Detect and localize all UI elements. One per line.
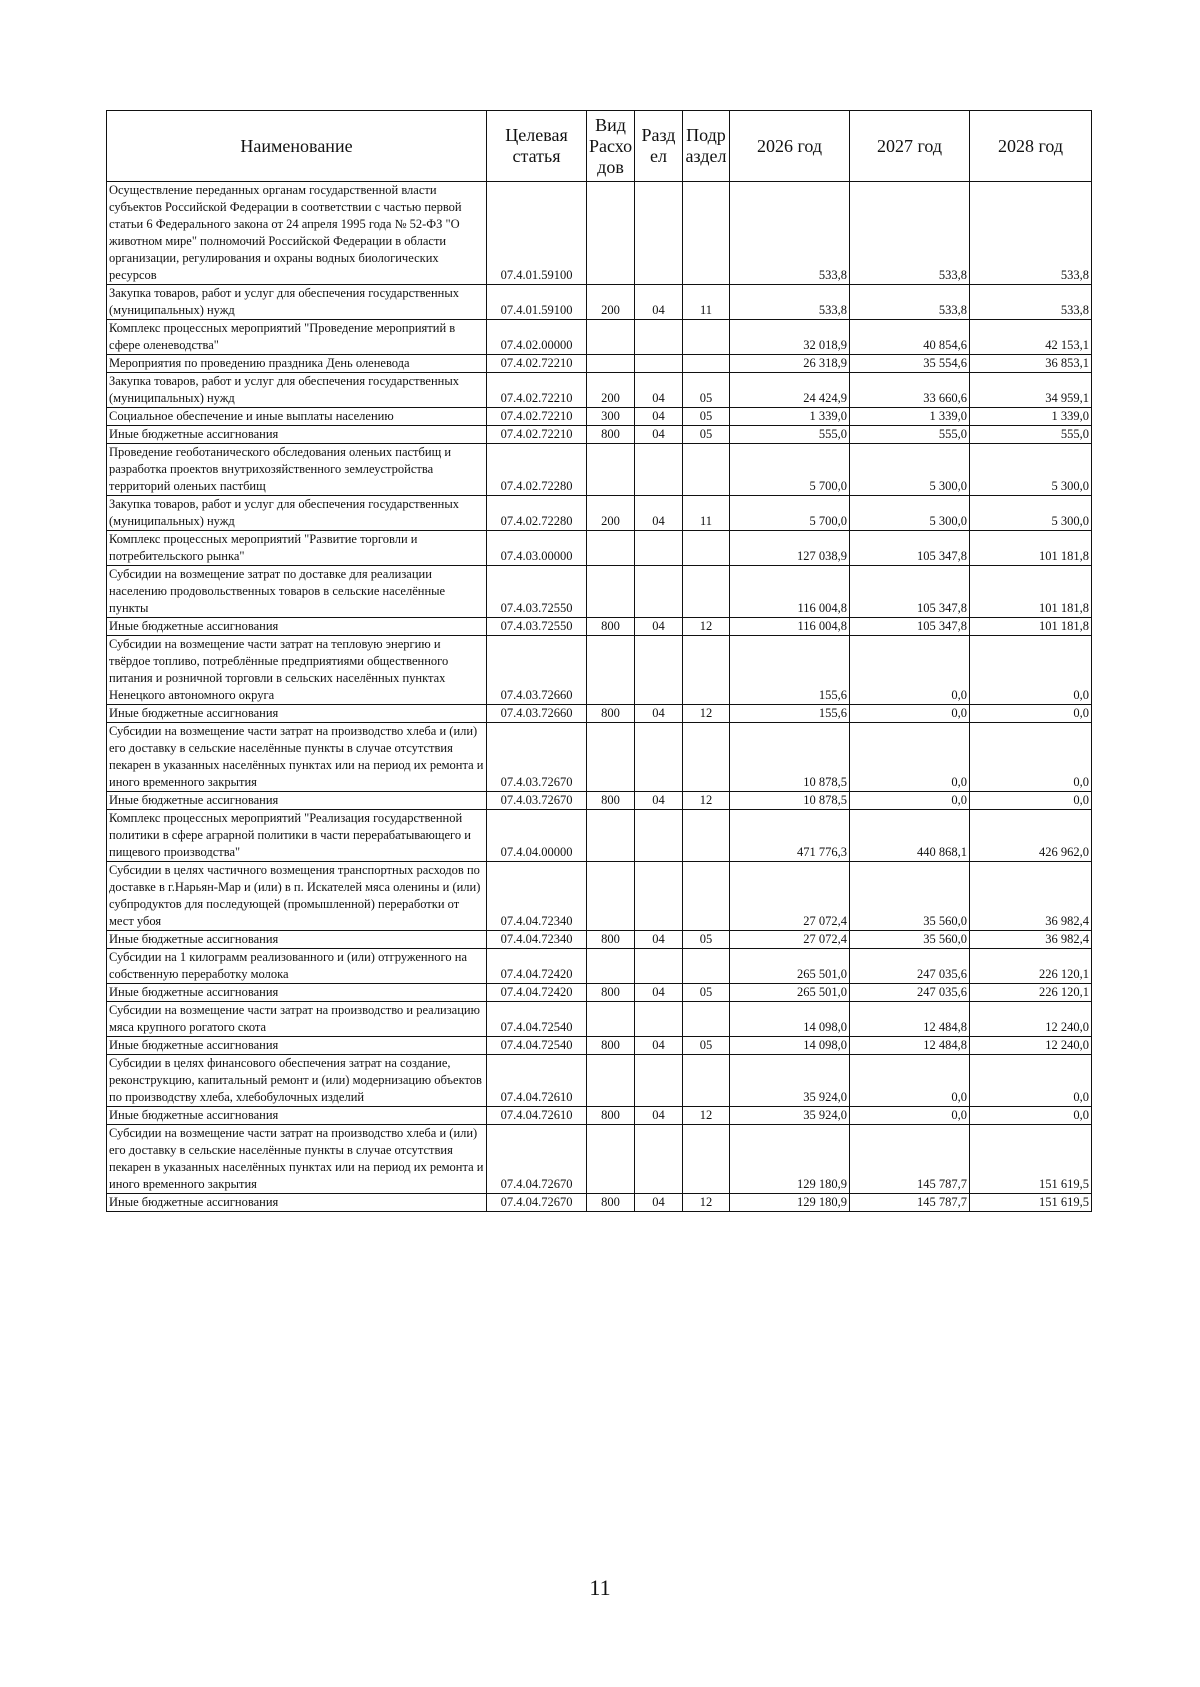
row-value-2028: 151 619,5	[970, 1194, 1092, 1212]
row-expense-type: 200	[587, 285, 635, 320]
table-header-row	[107, 111, 1092, 182]
row-subsection	[683, 182, 730, 285]
row-value-2028: 226 120,1	[970, 949, 1092, 984]
row-section: 04	[635, 496, 683, 531]
row-expense-type	[587, 355, 635, 373]
row-target-article: 07.4.02.72280	[487, 496, 587, 531]
row-name: Иные бюджетные ассигнования	[107, 792, 487, 810]
row-value-2026: 24 424,9	[730, 373, 850, 408]
row-value-2026: 10 878,5	[730, 723, 850, 792]
row-target-article: 07.4.02.72210	[487, 373, 587, 408]
table-row	[107, 984, 1092, 1002]
row-target-article: 07.4.04.00000	[487, 810, 587, 862]
row-target-article: 07.4.03.72550	[487, 618, 587, 636]
row-subsection	[683, 1055, 730, 1107]
table-row	[107, 1037, 1092, 1055]
table-row	[107, 355, 1092, 373]
row-value-2028: 36 982,4	[970, 862, 1092, 931]
row-value-2028: 555,0	[970, 426, 1092, 444]
row-value-2027: 1 339,0	[850, 408, 970, 426]
row-value-2026: 533,8	[730, 182, 850, 285]
row-section	[635, 1002, 683, 1037]
row-section	[635, 723, 683, 792]
row-value-2028: 0,0	[970, 636, 1092, 705]
row-target-article: 07.4.04.72540	[487, 1002, 587, 1037]
row-value-2028: 0,0	[970, 792, 1092, 810]
row-name: Закупка товаров, работ и услуг для обеспечения государственных (муниципальных) нужд	[107, 496, 487, 531]
header-name: Наименование	[107, 111, 487, 182]
row-value-2027: 0,0	[850, 636, 970, 705]
table-row	[107, 496, 1092, 531]
row-value-2027: 0,0	[850, 792, 970, 810]
row-value-2027: 247 035,6	[850, 949, 970, 984]
page-number: 11	[589, 1575, 611, 1600]
row-name: Комплекс процессных мероприятий "Проведение мероприятий в сфере оленеводства"	[107, 320, 487, 355]
row-value-2028: 34 959,1	[970, 373, 1092, 408]
row-value-2028: 0,0	[970, 705, 1092, 723]
row-name: Субсидии на возмещение затрат по доставке для реализации населению продовольственных товаров в сельские населённые пункты	[107, 566, 487, 618]
row-target-article: 07.4.04.72540	[487, 1037, 587, 1055]
row-value-2026: 26 318,9	[730, 355, 850, 373]
table-row	[107, 444, 1092, 496]
row-name: Иные бюджетные ассигнования	[107, 426, 487, 444]
row-name: Субсидии на возмещение части затрат на производство и реализацию мяса крупного рогатого скота	[107, 1002, 487, 1037]
row-subsection: 12	[683, 1107, 730, 1125]
row-section	[635, 531, 683, 566]
row-subsection	[683, 636, 730, 705]
row-subsection: 05	[683, 1037, 730, 1055]
row-name: Проведение геоботанического обследования оленьих пастбищ и разработка проектов внутрихозяйственного землеустройства территорий оленьих пастбищ	[107, 444, 487, 496]
row-name: Субсидии на 1 килограмм реализованного и (или) отгруженного на собственную переработку молока	[107, 949, 487, 984]
row-subsection: 12	[683, 705, 730, 723]
row-subsection	[683, 531, 730, 566]
row-expense-type	[587, 1002, 635, 1037]
row-value-2028: 36 853,1	[970, 355, 1092, 373]
row-target-article: 07.4.03.72550	[487, 566, 587, 618]
row-value-2028: 533,8	[970, 285, 1092, 320]
row-section: 04	[635, 408, 683, 426]
row-name: Мероприятия по проведению праздника День оленевода	[107, 355, 487, 373]
row-target-article: 07.4.04.72340	[487, 931, 587, 949]
row-section	[635, 810, 683, 862]
row-section	[635, 862, 683, 931]
row-section	[635, 949, 683, 984]
row-name: Субсидии в целях финансового обеспечения затрат на создание, реконструкцию, капитальный ремонт и (или) модернизацию объектов по производству хлеба, хлебобулочных изделий	[107, 1055, 487, 1107]
row-subsection: 05	[683, 373, 730, 408]
row-subsection: 11	[683, 496, 730, 531]
row-value-2027: 105 347,8	[850, 618, 970, 636]
header-subsection: Подр аздел	[683, 111, 730, 182]
row-expense-type: 800	[587, 792, 635, 810]
row-subsection	[683, 1125, 730, 1194]
table-row	[107, 320, 1092, 355]
row-expense-type	[587, 862, 635, 931]
row-expense-type	[587, 531, 635, 566]
row-target-article: 07.4.02.72210	[487, 426, 587, 444]
row-subsection	[683, 320, 730, 355]
row-value-2027: 35 560,0	[850, 931, 970, 949]
row-section	[635, 182, 683, 285]
table-row	[107, 408, 1092, 426]
row-value-2026: 35 924,0	[730, 1107, 850, 1125]
table-row	[107, 531, 1092, 566]
row-value-2028: 151 619,5	[970, 1125, 1092, 1194]
table-row	[107, 566, 1092, 618]
row-value-2027: 35 560,0	[850, 862, 970, 931]
row-value-2027: 105 347,8	[850, 531, 970, 566]
row-section: 04	[635, 1194, 683, 1212]
header-expense-type: Вид Расхо дов	[587, 111, 635, 182]
table-row	[107, 1194, 1092, 1212]
row-value-2027: 5 300,0	[850, 496, 970, 531]
row-name: Субсидии на возмещение части затрат на производство хлеба и (или) его доставку в сельские населённые пункты в случае отсутствия пекарен в указанных населённых пунктах или на период их ремонта и иного временного закрытия	[107, 1125, 487, 1194]
row-name: Закупка товаров, работ и услуг для обеспечения государственных (муниципальных) нужд	[107, 285, 487, 320]
row-subsection: 05	[683, 408, 730, 426]
row-subsection	[683, 566, 730, 618]
row-subsection: 12	[683, 618, 730, 636]
row-value-2028: 226 120,1	[970, 984, 1092, 1002]
row-target-article: 07.4.04.72420	[487, 949, 587, 984]
row-target-article: 07.4.02.00000	[487, 320, 587, 355]
row-name: Закупка товаров, работ и услуг для обеспечения государственных (муниципальных) нужд	[107, 373, 487, 408]
row-target-article: 07.4.02.72210	[487, 408, 587, 426]
row-section: 04	[635, 426, 683, 444]
row-value-2028: 36 982,4	[970, 931, 1092, 949]
table-row	[107, 426, 1092, 444]
row-section: 04	[635, 705, 683, 723]
row-target-article: 07.4.02.72210	[487, 355, 587, 373]
row-value-2026: 265 501,0	[730, 984, 850, 1002]
row-expense-type	[587, 182, 635, 285]
row-value-2026: 1 339,0	[730, 408, 850, 426]
row-value-2027: 0,0	[850, 723, 970, 792]
row-section	[635, 1125, 683, 1194]
row-expense-type	[587, 723, 635, 792]
row-target-article: 07.4.03.72670	[487, 792, 587, 810]
row-target-article: 07.4.04.72420	[487, 984, 587, 1002]
table-row	[107, 1002, 1092, 1037]
table-row	[107, 705, 1092, 723]
table-row	[107, 949, 1092, 984]
table-row	[107, 182, 1092, 285]
row-subsection	[683, 723, 730, 792]
row-name: Иные бюджетные ассигнования	[107, 618, 487, 636]
row-subsection	[683, 355, 730, 373]
row-subsection: 05	[683, 984, 730, 1002]
row-subsection: 11	[683, 285, 730, 320]
row-value-2028: 12 240,0	[970, 1002, 1092, 1037]
row-subsection	[683, 1002, 730, 1037]
table-row	[107, 792, 1092, 810]
row-value-2028: 101 181,8	[970, 566, 1092, 618]
row-subsection: 12	[683, 1194, 730, 1212]
row-target-article: 07.4.01.59100	[487, 285, 587, 320]
row-value-2027: 247 035,6	[850, 984, 970, 1002]
row-expense-type: 800	[587, 705, 635, 723]
row-value-2027: 12 484,8	[850, 1002, 970, 1037]
row-expense-type: 200	[587, 373, 635, 408]
row-target-article: 07.4.04.72670	[487, 1125, 587, 1194]
budget-table	[106, 110, 1092, 1212]
row-value-2026: 129 180,9	[730, 1194, 850, 1212]
table-row	[107, 618, 1092, 636]
header-section: Разд ел	[635, 111, 683, 182]
row-value-2027: 35 554,6	[850, 355, 970, 373]
row-target-article: 07.4.04.72610	[487, 1055, 587, 1107]
row-subsection	[683, 862, 730, 931]
row-name: Иные бюджетные ассигнования	[107, 931, 487, 949]
header-2028: 2028 год	[970, 111, 1092, 182]
row-value-2026: 265 501,0	[730, 949, 850, 984]
row-value-2028: 101 181,8	[970, 618, 1092, 636]
row-value-2027: 440 868,1	[850, 810, 970, 862]
row-value-2027: 0,0	[850, 705, 970, 723]
row-value-2026: 35 924,0	[730, 1055, 850, 1107]
row-section: 04	[635, 931, 683, 949]
row-value-2026: 555,0	[730, 426, 850, 444]
row-subsection: 12	[683, 792, 730, 810]
row-value-2026: 32 018,9	[730, 320, 850, 355]
row-target-article: 07.4.04.72610	[487, 1107, 587, 1125]
row-expense-type	[587, 320, 635, 355]
row-name: Иные бюджетные ассигнования	[107, 1107, 487, 1125]
row-value-2026: 533,8	[730, 285, 850, 320]
row-value-2028: 0,0	[970, 1055, 1092, 1107]
row-value-2027: 0,0	[850, 1107, 970, 1125]
row-value-2026: 155,6	[730, 705, 850, 723]
table-row	[107, 931, 1092, 949]
row-value-2027: 12 484,8	[850, 1037, 970, 1055]
row-value-2026: 471 776,3	[730, 810, 850, 862]
row-value-2026: 27 072,4	[730, 931, 850, 949]
table-row	[107, 862, 1092, 931]
row-value-2026: 10 878,5	[730, 792, 850, 810]
row-value-2026: 116 004,8	[730, 566, 850, 618]
row-value-2028: 426 962,0	[970, 810, 1092, 862]
row-section	[635, 355, 683, 373]
table-row	[107, 1107, 1092, 1125]
row-value-2027: 40 854,6	[850, 320, 970, 355]
table-row	[107, 1055, 1092, 1107]
row-expense-type: 800	[587, 1107, 635, 1125]
row-name: Комплекс процессных мероприятий "Развитие торговли и потребительского рынка"	[107, 531, 487, 566]
row-subsection: 05	[683, 931, 730, 949]
row-target-article: 07.4.04.72340	[487, 862, 587, 931]
row-section: 04	[635, 1037, 683, 1055]
row-value-2028: 101 181,8	[970, 531, 1092, 566]
row-value-2028: 42 153,1	[970, 320, 1092, 355]
row-section: 04	[635, 618, 683, 636]
row-value-2028: 5 300,0	[970, 444, 1092, 496]
row-name: Комплекс процессных мероприятий "Реализация государственной политики в сфере аграрной политики в части перерабатывающего и пищевого производства"	[107, 810, 487, 862]
row-value-2027: 33 660,6	[850, 373, 970, 408]
row-expense-type	[587, 444, 635, 496]
row-value-2027: 145 787,7	[850, 1125, 970, 1194]
row-target-article: 07.4.04.72670	[487, 1194, 587, 1212]
table-row	[107, 723, 1092, 792]
row-value-2026: 129 180,9	[730, 1125, 850, 1194]
header-target-article: Целевая статья	[487, 111, 587, 182]
row-target-article: 07.4.03.72660	[487, 705, 587, 723]
row-value-2026: 116 004,8	[730, 618, 850, 636]
row-subsection	[683, 949, 730, 984]
row-section	[635, 636, 683, 705]
row-value-2026: 27 072,4	[730, 862, 850, 931]
row-value-2027: 5 300,0	[850, 444, 970, 496]
row-expense-type	[587, 566, 635, 618]
row-section: 04	[635, 984, 683, 1002]
row-section	[635, 1055, 683, 1107]
table-row	[107, 636, 1092, 705]
row-expense-type	[587, 636, 635, 705]
row-value-2028: 12 240,0	[970, 1037, 1092, 1055]
row-value-2028: 0,0	[970, 723, 1092, 792]
row-target-article: 07.4.02.72280	[487, 444, 587, 496]
row-value-2027: 533,8	[850, 285, 970, 320]
row-section	[635, 566, 683, 618]
table-body	[107, 182, 1092, 1212]
table-row	[107, 810, 1092, 862]
row-section: 04	[635, 285, 683, 320]
row-target-article: 07.4.01.59100	[487, 182, 587, 285]
row-subsection: 05	[683, 426, 730, 444]
row-section: 04	[635, 1107, 683, 1125]
row-value-2026: 5 700,0	[730, 444, 850, 496]
row-value-2027: 555,0	[850, 426, 970, 444]
row-name: Иные бюджетные ассигнования	[107, 1194, 487, 1212]
row-target-article: 07.4.03.72660	[487, 636, 587, 705]
header-2027: 2027 год	[850, 111, 970, 182]
row-name: Субсидии на возмещение части затрат на производство хлеба и (или) его доставку в сельские населённые пункты в случае отсутствия пекарен в указанных населённых пунктах или на период их ремонта и иного временного закрытия	[107, 723, 487, 792]
row-value-2027: 145 787,7	[850, 1194, 970, 1212]
row-name: Субсидии в целях частичного возмещения транспортных расходов по доставке в г.Нарьян-Мар и (или) в п. Искателей мяса оленины и (или) субпродуктов для последующей (промышленной) переработки от мест убоя	[107, 862, 487, 931]
row-expense-type: 800	[587, 1194, 635, 1212]
row-target-article: 07.4.03.00000	[487, 531, 587, 566]
row-value-2027: 0,0	[850, 1055, 970, 1107]
row-value-2027: 105 347,8	[850, 566, 970, 618]
row-target-article: 07.4.03.72670	[487, 723, 587, 792]
row-name: Иные бюджетные ассигнования	[107, 984, 487, 1002]
row-name: Осуществление переданных органам государственной власти субъектов Российской Федерации в соответствии с частью первой статьи 6 Федерального закона от 24 апреля 1995 года № 52-ФЗ "О животном мире" полномочий Российской Федерации в области организации, регулирования и охраны водных биологических ресурсов	[107, 182, 487, 285]
row-value-2027: 533,8	[850, 182, 970, 285]
row-name: Социальное обеспечение и иные выплаты населению	[107, 408, 487, 426]
table-row	[107, 373, 1092, 408]
row-expense-type: 800	[587, 931, 635, 949]
row-value-2028: 5 300,0	[970, 496, 1092, 531]
row-value-2028: 1 339,0	[970, 408, 1092, 426]
row-name: Иные бюджетные ассигнования	[107, 705, 487, 723]
row-section	[635, 444, 683, 496]
row-expense-type	[587, 1125, 635, 1194]
row-expense-type: 200	[587, 496, 635, 531]
row-expense-type: 800	[587, 618, 635, 636]
row-value-2026: 14 098,0	[730, 1002, 850, 1037]
row-value-2026: 127 038,9	[730, 531, 850, 566]
row-value-2026: 5 700,0	[730, 496, 850, 531]
row-section	[635, 320, 683, 355]
row-name: Субсидии на возмещение части затрат на тепловую энергию и твёрдое топливо, потреблённые предприятиями общественного питания и розничной торговли в сельских населённых пунктах Ненецкого автономного округа	[107, 636, 487, 705]
table-row	[107, 285, 1092, 320]
table-row	[107, 1125, 1092, 1194]
row-expense-type: 300	[587, 408, 635, 426]
row-name: Иные бюджетные ассигнования	[107, 1037, 487, 1055]
header-2026: 2026 год	[730, 111, 850, 182]
row-section: 04	[635, 792, 683, 810]
row-value-2028: 0,0	[970, 1107, 1092, 1125]
row-expense-type: 800	[587, 1037, 635, 1055]
row-expense-type	[587, 1055, 635, 1107]
row-expense-type	[587, 810, 635, 862]
row-expense-type: 800	[587, 426, 635, 444]
row-expense-type	[587, 949, 635, 984]
row-subsection	[683, 444, 730, 496]
row-value-2026: 14 098,0	[730, 1037, 850, 1055]
row-section: 04	[635, 373, 683, 408]
row-subsection	[683, 810, 730, 862]
row-value-2028: 533,8	[970, 182, 1092, 285]
row-expense-type: 800	[587, 984, 635, 1002]
row-value-2026: 155,6	[730, 636, 850, 705]
